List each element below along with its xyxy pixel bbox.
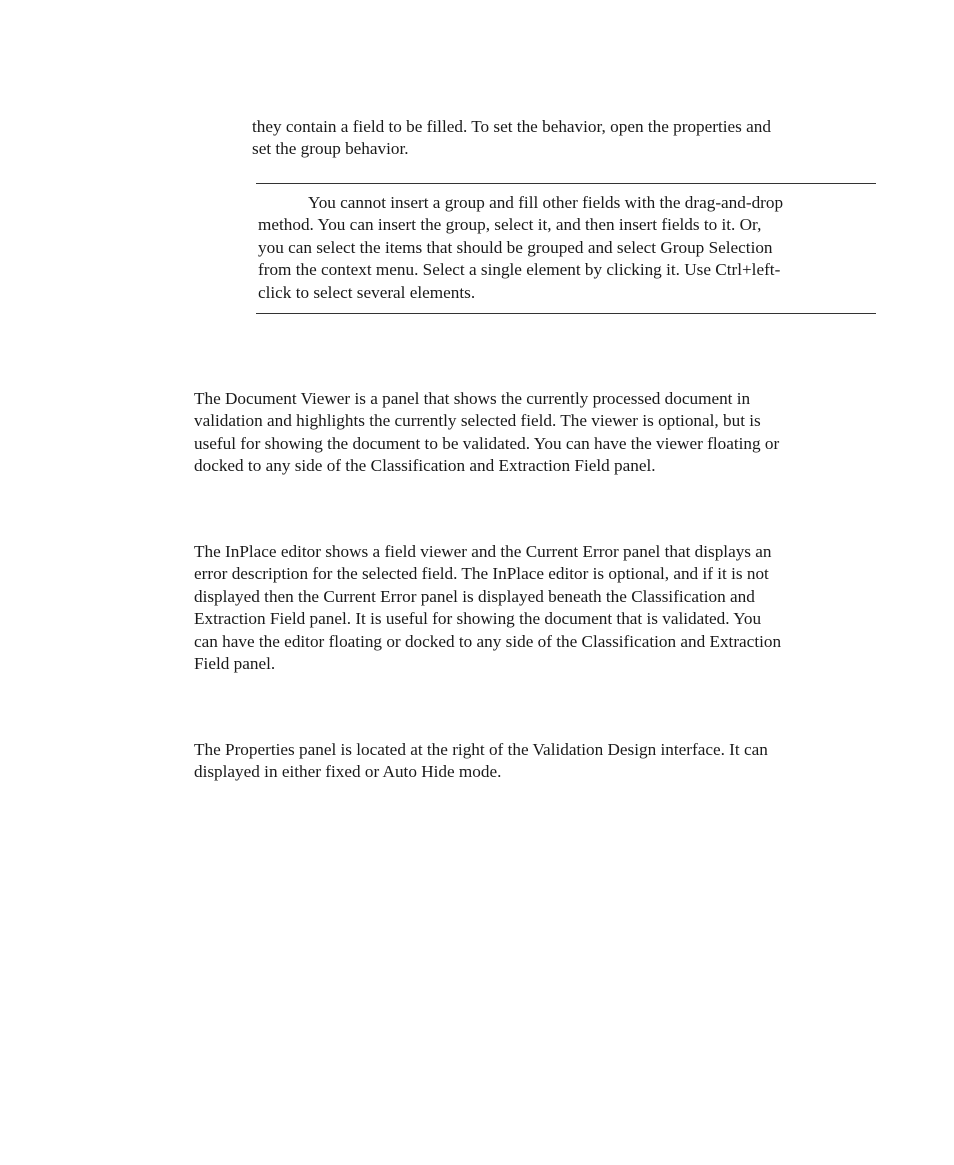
note-bottom-rule	[256, 313, 876, 314]
text-line: Field panel.	[194, 654, 276, 674]
text-line: The Properties panel is located at the right of the Validation Design interface. It can	[194, 740, 768, 759]
properties-panel-paragraph	[194, 739, 768, 784]
text-line: You cannot insert a group and fill other fields with the drag-and-drop	[308, 193, 784, 212]
text-line: displayed in either fixed or Auto Hide mode.	[194, 762, 502, 782]
text-line: method. You can insert the group, select it, and then insert fields to it. Or,	[258, 215, 762, 235]
text-line: The Document Viewer is a panel that shows the currently processed document in	[194, 389, 751, 408]
text-line: The InPlace editor shows a field viewer and the Current Error panel that displays an	[194, 542, 772, 561]
text-line: docked to any side of the Classification and Extraction Field panel.	[194, 456, 656, 476]
text-line: useful for showing the document to be validated. You can have the viewer floating or	[194, 433, 780, 453]
text-line: click to select several elements.	[258, 282, 476, 302]
text-line: displayed then the Current Error panel is displayed beneath the Classification and	[194, 586, 755, 606]
text-line: error description for the selected field. The InPlace editor is optional, and if it is not	[194, 564, 769, 584]
text-line: Extraction Field panel. It is useful for showing the document that is validated. You	[194, 609, 762, 629]
intro-paragraph	[252, 116, 771, 161]
document-viewer-paragraph	[194, 388, 779, 478]
text-line: can have the editor floating or docked to any side of the Classification and Extraction	[194, 631, 782, 651]
note-paragraph	[258, 192, 783, 304]
note-top-rule	[256, 183, 876, 184]
text-line: you can select the items that should be grouped and select Group Selection	[258, 237, 773, 257]
text-line: validation and highlights the currently selected field. The viewer is optional, but is	[194, 411, 761, 431]
text-line: from the context menu. Select a single element by clicking it. Use Ctrl+left-	[258, 260, 781, 280]
text-line: they contain a field to be filled. To set the behavior, open the properties and	[252, 117, 771, 136]
text-line: set the group behavior.	[252, 139, 409, 159]
inplace-editor-paragraph	[194, 541, 781, 675]
